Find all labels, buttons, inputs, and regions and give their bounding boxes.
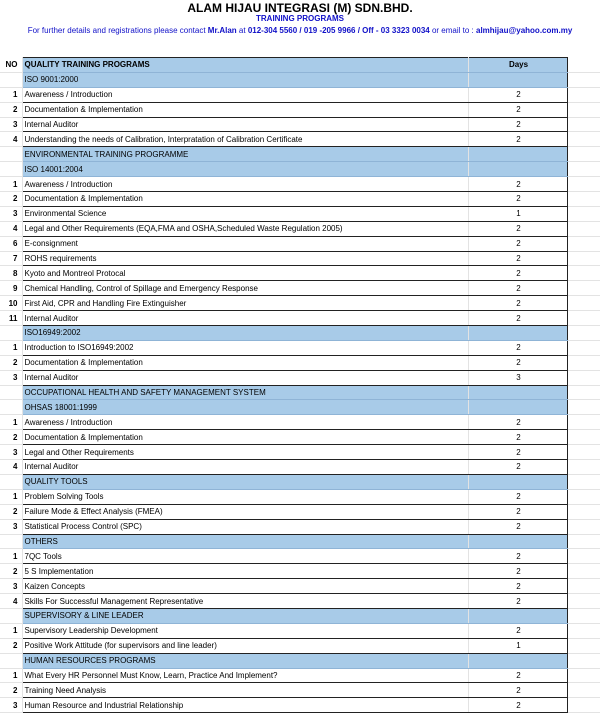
row-number: 3 xyxy=(0,370,22,385)
days-cell xyxy=(468,147,567,162)
table-row xyxy=(0,102,600,117)
spacer-cell xyxy=(567,519,600,534)
row-number xyxy=(0,147,22,162)
category-label: QUALITY TRAINING PROGRAMS xyxy=(22,58,468,73)
spacer-cell xyxy=(567,460,600,475)
course-days: 2 xyxy=(468,311,567,326)
table-row xyxy=(0,489,600,504)
spacer-cell xyxy=(567,385,600,400)
row-number: 9 xyxy=(0,281,22,296)
course-name: Documentation & Implementation xyxy=(22,355,468,370)
course-days: 2 xyxy=(468,236,567,251)
course-days: 2 xyxy=(468,221,567,236)
row-number: 4 xyxy=(0,221,22,236)
course-days: 2 xyxy=(468,564,567,579)
table-row xyxy=(0,177,600,192)
spacer-cell xyxy=(567,638,600,653)
course-days: 1 xyxy=(468,206,567,221)
course-name: Human Resource and Industrial Relationship xyxy=(22,698,468,713)
row-number: 1 xyxy=(0,668,22,683)
category-label: ISO16949:2002 xyxy=(22,326,468,341)
row-number: 6 xyxy=(0,236,22,251)
spacer-cell xyxy=(567,326,600,341)
spacer-cell xyxy=(567,177,600,192)
spacer-cell xyxy=(567,266,600,281)
course-days: 2 xyxy=(468,430,567,445)
course-name: Supervisory Leadership Development xyxy=(22,623,468,638)
spacer-cell xyxy=(567,623,600,638)
row-number: 2 xyxy=(0,504,22,519)
company-title: ALAM HIJAU INTEGRASI (M) SDN.BHD. xyxy=(187,1,413,15)
category-row xyxy=(0,147,600,162)
row-number: 4 xyxy=(0,594,22,609)
category-label: ENVIRONMENTAL TRAINING PROGRAMME xyxy=(22,147,468,162)
course-name: Statistical Process Control (SPC) xyxy=(22,519,468,534)
course-days: 2 xyxy=(468,296,567,311)
col-days-header: Days xyxy=(468,58,567,73)
course-days: 2 xyxy=(468,594,567,609)
table-row xyxy=(0,370,600,385)
row-number: 3 xyxy=(0,445,22,460)
spacer-cell xyxy=(567,221,600,236)
days-cell xyxy=(468,653,567,668)
category-row xyxy=(0,534,600,549)
spacer-cell xyxy=(567,474,600,489)
table-row xyxy=(0,340,600,355)
category-label: ISO 9001:2000 xyxy=(22,72,468,87)
table-row xyxy=(0,549,600,564)
course-days: 2 xyxy=(468,87,567,102)
spacer-cell xyxy=(567,400,600,415)
course-days: 2 xyxy=(468,415,567,430)
course-days: 2 xyxy=(468,281,567,296)
contact-email[interactable]: almhijau@yahoo.com.my xyxy=(476,26,573,35)
spacer-cell xyxy=(567,117,600,132)
page-subtitle: TRAINING PROGRAMS xyxy=(256,14,344,23)
spacer-cell xyxy=(567,58,600,73)
course-days: 2 xyxy=(468,177,567,192)
contact-mid: at xyxy=(236,26,248,35)
row-number: 3 xyxy=(0,519,22,534)
contact-line xyxy=(0,26,600,35)
category-row xyxy=(0,400,600,415)
table-row xyxy=(0,415,600,430)
spacer-cell xyxy=(567,132,600,147)
table-row xyxy=(0,504,600,519)
course-name: Problem Solving Tools xyxy=(22,489,468,504)
course-name: Skills For Successful Management Representative xyxy=(22,594,468,609)
spacer-cell xyxy=(567,534,600,549)
days-cell xyxy=(468,534,567,549)
course-name: Awareness / Introduction xyxy=(22,415,468,430)
course-name: Positive Work Attitude (for supervisors and line leader) xyxy=(22,638,468,653)
course-days: 2 xyxy=(468,340,567,355)
course-name: Internal Auditor xyxy=(22,460,468,475)
course-name: Kaizen Concepts xyxy=(22,579,468,594)
table-row xyxy=(0,460,600,475)
contact-prefix: For further details and registrations please contact xyxy=(27,26,208,35)
spacer-cell xyxy=(567,147,600,162)
course-days: 2 xyxy=(468,698,567,713)
table-row xyxy=(0,430,600,445)
row-number: 2 xyxy=(0,430,22,445)
course-days: 2 xyxy=(468,192,567,207)
row-number: 1 xyxy=(0,340,22,355)
row-number: 2 xyxy=(0,192,22,207)
spacer-cell xyxy=(567,683,600,698)
course-name: 7QC Tools xyxy=(22,549,468,564)
spacer-cell xyxy=(567,72,600,87)
course-name: Introduction to ISO16949:2002 xyxy=(22,340,468,355)
table-row xyxy=(0,311,600,326)
course-name: Failure Mode & Effect Analysis (FMEA) xyxy=(22,504,468,519)
row-number: 8 xyxy=(0,266,22,281)
spacer-cell xyxy=(567,102,600,117)
table-row xyxy=(0,117,600,132)
table-row xyxy=(0,236,600,251)
row-number: 2 xyxy=(0,564,22,579)
table-row xyxy=(0,638,600,653)
course-days: 3 xyxy=(468,370,567,385)
row-number: 3 xyxy=(0,698,22,713)
row-number: 1 xyxy=(0,549,22,564)
table-row xyxy=(0,221,600,236)
course-days: 2 xyxy=(468,549,567,564)
table-row xyxy=(0,623,600,638)
course-days: 2 xyxy=(468,355,567,370)
contact-email-text: or email to : xyxy=(429,26,476,35)
course-days: 2 xyxy=(468,460,567,475)
course-name: Documentation & Implementation xyxy=(22,102,468,117)
row-number xyxy=(0,72,22,87)
spacer-cell xyxy=(567,653,600,668)
days-cell xyxy=(468,326,567,341)
spacer-cell xyxy=(567,370,600,385)
course-name: Kyoto and Montreol Protocal xyxy=(22,266,468,281)
spacer-cell xyxy=(567,489,600,504)
spacer-cell xyxy=(567,87,600,102)
category-label: OCCUPATIONAL HEALTH AND SAFETY MANAGEMENT SYSTEM xyxy=(22,385,468,400)
category-label: HUMAN RESOURCES PROGRAMS xyxy=(22,653,468,668)
contact-name: Mr.Alan xyxy=(207,26,237,35)
spacer-cell xyxy=(567,549,600,564)
course-name: E-consignment xyxy=(22,236,468,251)
spacer-cell xyxy=(567,698,600,713)
row-number xyxy=(0,385,22,400)
row-number: 1 xyxy=(0,489,22,504)
row-number: 4 xyxy=(0,460,22,475)
days-cell xyxy=(468,608,567,623)
category-label: ISO 14001:2004 xyxy=(22,162,468,177)
spacer-cell xyxy=(567,281,600,296)
course-name: ROHS requirements xyxy=(22,251,468,266)
course-name: Legal and Other Requirements (EQA,FMA and OSHA,Scheduled Waste Regulation 2005) xyxy=(22,221,468,236)
spacer-cell xyxy=(567,594,600,609)
course-name: Documentation & Implementation xyxy=(22,192,468,207)
table-row xyxy=(0,698,600,713)
row-number: 3 xyxy=(0,206,22,221)
course-days: 2 xyxy=(468,445,567,460)
row-number: 4 xyxy=(0,132,22,147)
spacer-cell xyxy=(567,579,600,594)
category-row xyxy=(0,608,600,623)
table-row xyxy=(0,445,600,460)
course-name: What Every HR Personnel Must Know, Learn, Practice And Implement? xyxy=(22,668,468,683)
category-label: OHSAS 18001:1999 xyxy=(22,400,468,415)
category-label: OTHERS xyxy=(22,534,468,549)
spacer-cell xyxy=(567,415,600,430)
course-name: Chemical Handling, Control of Spillage and Emergency Response xyxy=(22,281,468,296)
course-days: 2 xyxy=(468,683,567,698)
course-name: Documentation & Implementation xyxy=(22,430,468,445)
spacer-cell xyxy=(567,296,600,311)
table-row xyxy=(0,266,600,281)
spacer-cell xyxy=(567,608,600,623)
course-days: 2 xyxy=(468,132,567,147)
table-row xyxy=(0,132,600,147)
col-no-header: NO xyxy=(0,58,22,73)
table-row xyxy=(0,206,600,221)
course-days: 2 xyxy=(468,519,567,534)
spacer-cell xyxy=(567,192,600,207)
row-number xyxy=(0,162,22,177)
course-days: 2 xyxy=(468,623,567,638)
days-cell xyxy=(468,162,567,177)
days-cell xyxy=(468,474,567,489)
table-row xyxy=(0,594,600,609)
course-days: 2 xyxy=(468,266,567,281)
table-row xyxy=(0,355,600,370)
spacer-cell xyxy=(567,162,600,177)
course-days: 2 xyxy=(468,668,567,683)
course-name: Awareness / Introduction xyxy=(22,177,468,192)
course-name: Internal Auditor xyxy=(22,311,468,326)
training-table xyxy=(0,57,600,713)
row-number: 11 xyxy=(0,311,22,326)
spacer-cell xyxy=(567,430,600,445)
spacer-cell xyxy=(567,504,600,519)
category-row xyxy=(0,385,600,400)
category-label: SUPERVISORY & LINE LEADER xyxy=(22,608,468,623)
row-number xyxy=(0,653,22,668)
course-name: Environmental Science xyxy=(22,206,468,221)
row-number xyxy=(0,400,22,415)
table-row xyxy=(0,251,600,266)
course-name: First Aid, CPR and Handling Fire Extinguisher xyxy=(22,296,468,311)
category-row xyxy=(0,653,600,668)
table-row xyxy=(0,683,600,698)
table-row xyxy=(0,87,600,102)
course-days: 2 xyxy=(468,489,567,504)
course-days: 2 xyxy=(468,102,567,117)
spacer-cell xyxy=(567,564,600,579)
course-days: 1 xyxy=(468,638,567,653)
course-name: Legal and Other Requirements xyxy=(22,445,468,460)
row-number: 1 xyxy=(0,623,22,638)
category-row xyxy=(0,474,600,489)
course-name: 5 S Implementation xyxy=(22,564,468,579)
table-row xyxy=(0,192,600,207)
spacer-cell xyxy=(567,445,600,460)
row-number: 7 xyxy=(0,251,22,266)
course-name: Internal Auditor xyxy=(22,370,468,385)
row-number xyxy=(0,608,22,623)
row-number xyxy=(0,326,22,341)
spacer-cell xyxy=(567,251,600,266)
row-number: 2 xyxy=(0,102,22,117)
spacer-cell xyxy=(567,311,600,326)
days-cell xyxy=(468,72,567,87)
table-row xyxy=(0,281,600,296)
spacer-cell xyxy=(567,206,600,221)
days-cell xyxy=(468,400,567,415)
row-number: 3 xyxy=(0,117,22,132)
row-number xyxy=(0,534,22,549)
course-name: Awareness / Introduction xyxy=(22,87,468,102)
spacer-cell xyxy=(567,355,600,370)
spacer-cell xyxy=(567,340,600,355)
category-row xyxy=(0,72,600,87)
row-number: 1 xyxy=(0,87,22,102)
course-name: Training Need Analysis xyxy=(22,683,468,698)
row-number xyxy=(0,474,22,489)
table-row xyxy=(0,519,600,534)
days-cell xyxy=(468,385,567,400)
spacer-cell xyxy=(567,668,600,683)
course-name: Understanding the needs of Calibration, Interpratation of Calibration Certificate xyxy=(22,132,468,147)
row-number: 1 xyxy=(0,415,22,430)
row-number: 1 xyxy=(0,177,22,192)
category-row xyxy=(0,326,600,341)
course-days: 2 xyxy=(468,579,567,594)
row-number: 3 xyxy=(0,579,22,594)
course-days: 2 xyxy=(468,504,567,519)
row-number: 2 xyxy=(0,638,22,653)
row-number: 2 xyxy=(0,355,22,370)
spacer-cell xyxy=(567,236,600,251)
course-days: 2 xyxy=(468,251,567,266)
row-number: 10 xyxy=(0,296,22,311)
table-row xyxy=(0,564,600,579)
category-label: QUALITY TOOLS xyxy=(22,474,468,489)
contact-phones: 012-304 5560 / 019 -205 9966 / Off - 03 3323 0034 xyxy=(247,26,430,35)
table-row xyxy=(0,579,600,594)
course-name: Internal Auditor xyxy=(22,117,468,132)
table-row xyxy=(0,296,600,311)
category-row xyxy=(0,162,600,177)
row-number: 2 xyxy=(0,683,22,698)
table-header-row xyxy=(0,58,600,73)
table-row xyxy=(0,668,600,683)
course-days: 2 xyxy=(468,117,567,132)
